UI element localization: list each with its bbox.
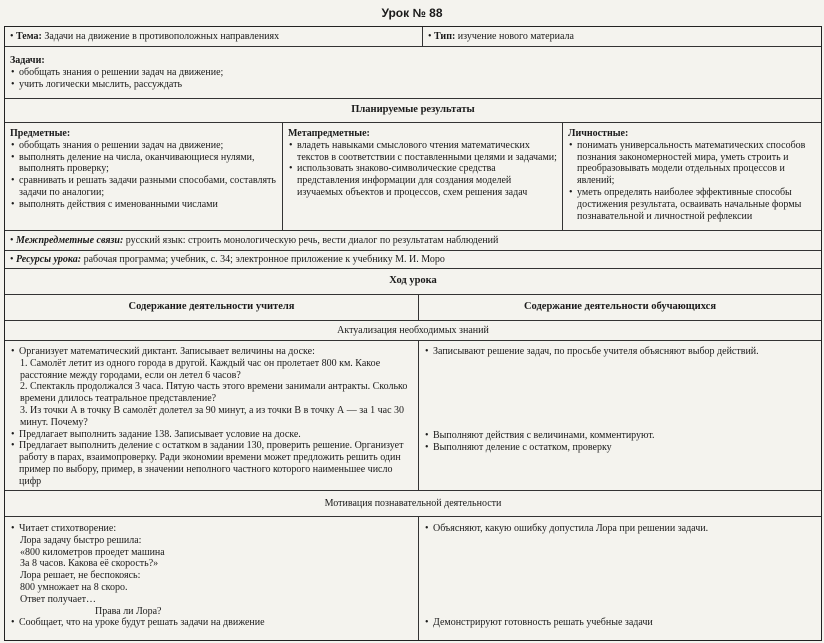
resources-value: рабочая программа; учебник, с. 34; электронное приложение к учебнику М. И. Моро xyxy=(83,254,445,265)
tasks-row xyxy=(5,47,821,99)
resources-row xyxy=(5,251,821,269)
tasks-cell xyxy=(5,47,821,98)
lesson-plan-table xyxy=(4,26,822,641)
poem-line: За 8 часов. Какова её скорость?» xyxy=(20,558,159,570)
poem-line: Лора задачу быстро решила: xyxy=(20,534,142,546)
student-activity-item: • Выполняют деление с остатком, проверку xyxy=(424,442,816,454)
student-activity-item: • Объясняют, какую ошибку допустила Лора при решении задачи. xyxy=(424,523,816,535)
column-headers-row xyxy=(5,295,821,321)
task-item: • обобщать знания о решении задач на движение; xyxy=(10,67,816,79)
subject-results-label: Предметные: xyxy=(10,128,71,139)
section1-students-cell xyxy=(418,341,821,490)
topic-label: Тема: xyxy=(16,31,42,42)
section1-title-row xyxy=(5,321,821,341)
section2-title: Мотивация познавательной деятельности xyxy=(324,497,502,509)
section1-row xyxy=(5,341,821,491)
personal-result-item: • понимать универсальность математических способов познания закономерностей мира, уметь строить и преобразовывать модели отдельных процессов и явлений; xyxy=(568,140,816,187)
subject-result-item: • выполнять действия с именованными числами xyxy=(10,199,277,211)
topic-row xyxy=(5,27,821,47)
poem-line: «800 километров проедет машина xyxy=(20,546,165,558)
poem-line: Права ли Лора? xyxy=(95,605,162,617)
section2-students-cell xyxy=(418,517,821,640)
course-title-row xyxy=(5,269,821,295)
section2-teacher-cell xyxy=(5,517,418,640)
section1-teacher-cell xyxy=(5,341,418,490)
teacher-activity-item: • Читает стихотворение: xyxy=(10,523,413,535)
planned-results-title: Планируемые результаты xyxy=(351,104,475,116)
dictation-question: 1. Самолёт летит из одного города в другой. Каждый час он пролетает 800 км. Какое расстояние между городами, если он летел 6 часов? xyxy=(20,357,381,381)
student-activity-item: • Выполняют действия с величинами, комментируют. xyxy=(424,430,816,442)
students-header-cell xyxy=(418,295,821,320)
meta-result-item: • владеть навыками смыслового чтения математических текстов в соответствии с поставленными целями и задачами; xyxy=(288,140,557,164)
student-activity-item: • Записывают решение задач, по просьбе учителя объясняют выбор действий. xyxy=(424,346,816,358)
planned-results-row xyxy=(5,99,821,123)
subject-results-cell xyxy=(5,123,282,230)
results-row xyxy=(5,123,821,231)
subject-result-item: • обобщать знания о решении задач на движение; xyxy=(10,140,277,152)
teacher-header-cell xyxy=(5,295,418,320)
dictation-question: 3. Из точки А в точку В самолёт долетел за 90 минут, а из точки В в точку А — за 1 час 30 минут. Почему? xyxy=(20,404,405,428)
teacher-activity-item: • Сообщает, что на уроке будут решать задачи на движение xyxy=(10,617,413,629)
poem-line: 800 умножает на 8 скоро. xyxy=(20,581,128,593)
resources-label: Ресурсы урока: xyxy=(16,254,82,265)
meta-results-cell xyxy=(282,123,562,230)
topic-cell xyxy=(5,27,422,46)
lesson-title: Урок № 88 xyxy=(381,6,443,20)
section2-row xyxy=(5,517,821,640)
tasks-label: Задачи: xyxy=(10,55,45,66)
resources-cell xyxy=(5,251,821,268)
type-cell xyxy=(422,27,821,46)
poem-line: Ответ получает… xyxy=(20,593,97,605)
bullet-icon: • xyxy=(10,31,17,42)
teacher-activity-item: • Организует математический диктант. Записывает величины на доске: xyxy=(10,346,413,358)
interdisciplinary-cell xyxy=(5,231,821,250)
dictation-question: 2. Спектакль продолжался 3 часа. Пятую часть этого времени занимали антракты. Сколько времени длилось театральное представление? xyxy=(20,381,408,405)
type-value: изучение нового материала xyxy=(457,31,574,42)
teacher-column-header: Содержание деятельности учителя xyxy=(128,301,295,313)
teacher-activity-item: • Предлагает выполнить задание 138. Записывает условие на доске. xyxy=(10,429,413,441)
meta-results-label: Метапредметные: xyxy=(288,128,370,139)
interdisciplinary-row xyxy=(5,231,821,251)
teacher-activity-item: • Предлагает выполнить деление с остатком в задании 130, проверить решение. Организует работу в парах, взаимопроверку. Ради экономии времени может предложить решить один пример по выбору, пример, в значении неполного частного которого наименьшее число цифр xyxy=(10,440,413,487)
students-column-header: Содержание деятельности обучающихся xyxy=(523,301,717,313)
poem-line: Лора решает, не беспокоясь: xyxy=(20,570,141,582)
bullet-icon: • xyxy=(10,235,17,246)
subject-result-item: • сравнивать и решать задачи разными способами, составлять задачи по аналогии; xyxy=(10,175,277,199)
personal-results-cell xyxy=(562,123,821,230)
bullet-icon: • xyxy=(10,254,17,265)
student-activity-item: • Демонстрируют готовность решать учебные задачи xyxy=(424,617,816,629)
bullet-icon: • xyxy=(428,31,435,42)
task-item: • учить логически мыслить, рассуждать xyxy=(10,79,816,91)
personal-results-label: Личностные: xyxy=(568,128,629,139)
meta-result-item: • использовать знаково-символические средства представления информации для создания моделей изучаемых объектов и процессов, схем решения задач xyxy=(288,163,557,198)
type-label: Тип: xyxy=(434,31,456,42)
section1-title: Актуализация необходимых знаний xyxy=(337,324,489,336)
personal-result-item: • уметь определять наиболее эффективные способы достижения результата, осваивать начальные формы познавательной и личностной рефлексии xyxy=(568,187,816,222)
subject-result-item: • выполнять деление на числа, оканчивающиеся нулями, выполнять проверку; xyxy=(10,152,277,176)
interdisciplinary-label: Межпредметные связи: xyxy=(16,235,124,246)
interdisciplinary-value: русский язык: строить монологическую речь, вести диалог по результатам наблюдений xyxy=(125,235,499,246)
course-title: Ход урока xyxy=(389,275,437,287)
topic-value: Задачи на движение в противоположных направлениях xyxy=(44,31,280,42)
section2-title-row xyxy=(5,491,821,517)
